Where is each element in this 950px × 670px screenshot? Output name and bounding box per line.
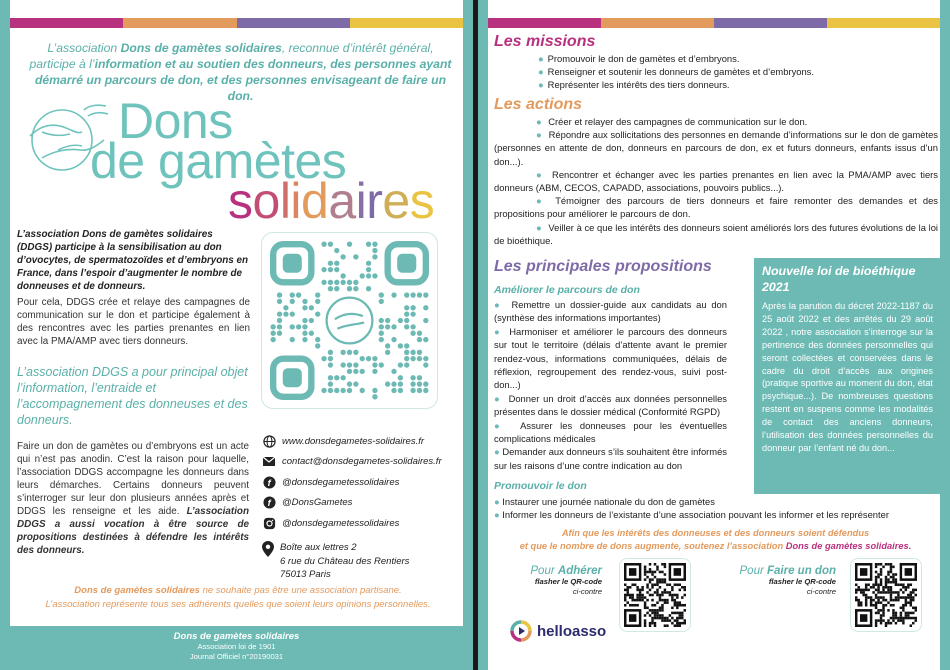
appeal-line-2: et que le nombre de dons augmente, soutenez l’association bbox=[519, 541, 786, 552]
instagram-handle[interactable]: @donsdegametessolidaires bbox=[282, 517, 400, 529]
disclaimer-line-2: L’association représente tous ses adhérents quelles que soient leurs opinions personnelles. bbox=[45, 598, 431, 610]
contact-email[interactable] bbox=[262, 452, 467, 473]
action-text: Créer et relayer des campagnes de communication sur le don. bbox=[548, 116, 808, 127]
qr-code-join[interactable] bbox=[619, 558, 691, 632]
stripe-purple bbox=[237, 18, 350, 28]
donate-label: Faire un don bbox=[767, 565, 836, 577]
promote-text: Instaurer une journée nationale du don de gamètes bbox=[502, 496, 715, 507]
join-label: Adhérer bbox=[557, 565, 602, 577]
address-lines bbox=[280, 541, 409, 582]
join-flash-text: flasher le QR-code bbox=[534, 577, 602, 586]
footer bbox=[0, 626, 473, 670]
proposal-text: Demander aux donneurs s’ils souhaitent être informés sur les raisons d’une contre indication au don bbox=[494, 446, 727, 471]
email-link[interactable]: contact@donsdegametes-solidaires.fr bbox=[282, 456, 442, 468]
list-item: ● Veiller à ce que les intérêts des donneurs soient améliorés lors des futures évolutions de la loi de bioéthique. bbox=[494, 221, 938, 246]
color-stripe bbox=[10, 18, 463, 28]
stripe-yellow bbox=[827, 18, 940, 28]
proposal-text: Harmoniser et améliorer le parcours des donneurs sur tout le territoire (délais d’attente avant le premier rendez-vous, informations communiquées, délais de réflexion, regroupement des rendez-vous, suivi post-don...) bbox=[494, 325, 727, 391]
intro-info: information et au soutien des donneurs, des personnes ayant démarré un parcours de don, et des personnes envisageant de faire un don. bbox=[34, 57, 452, 103]
left-page bbox=[0, 0, 473, 670]
logo-letter: o bbox=[252, 173, 280, 229]
logo-letter: i bbox=[290, 173, 302, 229]
instagram-icon bbox=[262, 516, 276, 530]
facebook-icon bbox=[262, 475, 276, 489]
email-icon bbox=[262, 455, 276, 469]
helloasso-logo bbox=[510, 620, 606, 642]
promote-heading: Promouvoir le don bbox=[494, 480, 587, 492]
appeal-line-1: Afin que les intérêts des donneuses et des donneurs soient défendus bbox=[561, 528, 870, 538]
disclaimer bbox=[18, 584, 458, 611]
disclaimer-name: Dons de gamètes solidaires bbox=[74, 585, 200, 596]
postal-address bbox=[262, 541, 462, 582]
list-item: ● Rencontrer et échanger avec les parties prenantes en lien avec la PMA/AMP avec tiers donneurs (ABM, CECOS, CAPADD, associations, pouvoirs publics...). bbox=[494, 168, 938, 194]
missions-heading: Les missions bbox=[494, 33, 596, 50]
left-side-band bbox=[0, 0, 10, 670]
stripe-magenta bbox=[10, 18, 123, 28]
proposal-text: Donner un droit d’accès aux données personnelles présentes dans le dossier médical (Conformité RGPD) bbox=[494, 392, 727, 418]
action-text: Répondre aux sollicitations des personnes en demande d’informations sur le don de gamètes (personnes en attente de don, donneurs en parcours de don, ex et futurs donneurs, enfants issus d’un don...). bbox=[494, 129, 938, 167]
intro-mid: , reconnue d’intérêt général, participe à l’ bbox=[29, 41, 434, 71]
mission-paragraph: Pour cela, DDGS crée et relaye des campagnes de communication sur le don et participe également à des rencontres avec les parties prenantes en lien avec la PMA/AMP avec tiers donneurs. bbox=[17, 297, 250, 347]
donate-prefix: Pour bbox=[739, 565, 767, 577]
disclaimer-line-1: ne souhaite pas être une association partisane. bbox=[199, 585, 402, 596]
join-prefix: Pour bbox=[530, 565, 558, 577]
contact-website[interactable] bbox=[262, 431, 467, 452]
address-line: Boîte aux lettres 2 bbox=[280, 542, 357, 553]
objective-heading: L’association DDGS a pour principal objet l’information, l’entraide et l’accompagnement des donneuses et des donneurs. bbox=[17, 365, 248, 427]
qr-code-icon bbox=[855, 563, 917, 627]
donate-cta bbox=[726, 565, 836, 597]
intro-text bbox=[28, 40, 453, 104]
donate-flash-text: flasher le QR-code bbox=[768, 577, 836, 586]
facebook-handle-1[interactable]: @donsdegametessolidaires bbox=[282, 476, 400, 488]
color-stripe bbox=[488, 18, 940, 28]
contact-facebook-2[interactable] bbox=[262, 493, 467, 514]
stripe-orange bbox=[123, 18, 236, 28]
facebook-icon bbox=[262, 496, 276, 510]
action-text: Rencontrer et échanger avec les parties prenantes en lien avec la PMA/AMP avec tiers donneurs (ABM, CECOS, CAPADD, associations, pouvoirs publics...). bbox=[494, 168, 938, 194]
support-appeal bbox=[488, 527, 943, 554]
location-pin-icon bbox=[262, 541, 274, 582]
stripe-orange bbox=[601, 18, 714, 28]
support-bold-text: L’association DDGS a aussi vocation à être source de propositions destinées à défendre les intérêts des donneurs. bbox=[17, 506, 249, 556]
logo-letter: d bbox=[301, 173, 329, 229]
list-item: ● Demander aux donneurs s’ils souhaitent être informés sur les raisons d’une contre indication au don bbox=[494, 446, 727, 471]
qr-code-donate[interactable] bbox=[850, 558, 922, 632]
right-side-band bbox=[940, 0, 950, 670]
list-item: ● Harmoniser et améliorer le parcours des donneurs sur tout le territoire (délais d’attente avant le premier rendez-vous, informations communiquées, délais de réflexion, regroupement des rendez-vous, suivi post-don...) bbox=[494, 325, 727, 391]
qr-code-icon bbox=[624, 563, 686, 627]
list-item: ● Informer les donneurs de l’existante d’une association pouvant les informer et les représenter bbox=[494, 509, 889, 521]
svg-text:f: f bbox=[267, 498, 271, 509]
logo-letter: s bbox=[409, 173, 435, 229]
logo-word-dons: Dons bbox=[118, 93, 233, 149]
list-item: ● Donner un droit d’accès aux données personnelles présentes dans le dossier médical (Conformité RGPD) bbox=[494, 392, 727, 418]
stripe-magenta bbox=[488, 18, 601, 28]
logo-word-gametes: de gamètes bbox=[90, 133, 347, 189]
contact-list bbox=[262, 431, 467, 534]
list-item: ● Créer et relayer des campagnes de communication sur le don. bbox=[536, 116, 808, 127]
left-side-band-right bbox=[463, 0, 473, 670]
promote-list bbox=[494, 495, 944, 522]
mission-text: Renseigner et soutenir les donneurs de gamètes et d’embryons. bbox=[547, 66, 814, 78]
appeal-name: Dons de gamètes solidaires. bbox=[785, 541, 912, 552]
right-page bbox=[478, 0, 950, 670]
action-text: Témoigner des parcours de tiers donneurs et faire remonter des demandes et des propositions pour améliorer le parcours de don. bbox=[494, 195, 938, 220]
improve-list bbox=[494, 298, 727, 472]
actions-heading: Les actions bbox=[494, 96, 583, 113]
footer-law: Association loi de 1901 bbox=[197, 642, 276, 651]
new-law-title: Nouvelle loi de bioéthique 2021 bbox=[762, 264, 916, 294]
list-item: ● Renseigner et soutenir les donneurs de gamètes et d’embryons. bbox=[538, 66, 814, 78]
list-item: ● Répondre aux sollicitations des personnes en demande d’informations sur le don de gamètes (personnes en attente de don, donneurs en parcours de don, ex et futurs donneurs, enfants issus d’un don...). bbox=[494, 129, 938, 167]
globe-icon bbox=[262, 434, 276, 448]
action-text: Veiller à ce que les intérêts des donneurs soient améliorés lors des futures évolutions de la loi de bioéthique. bbox=[494, 221, 938, 246]
contact-instagram[interactable] bbox=[262, 513, 467, 534]
list-item: ● Remettre un dossier-guide aux candidats au don (synthèse des informations importantes) bbox=[494, 299, 727, 324]
actions-list bbox=[494, 115, 938, 247]
list-item: ● Représenter les intérêts des tiers donneurs. bbox=[538, 79, 730, 91]
intro-name: Dons de gamètes solidaires bbox=[120, 41, 282, 55]
list-item: ● Assurer les donneuses pour les éventuelles complications médicales bbox=[494, 419, 727, 445]
logo-letter: i bbox=[355, 173, 367, 229]
donate-opposite-text: ci-contre bbox=[806, 587, 836, 596]
footer-journal: Journal Officiel n°20190031 bbox=[189, 652, 284, 661]
intro-prefix: L’association bbox=[47, 41, 121, 55]
support-text: Faire un don de gamètes ou d’embryons est un acte qui n’est pas anodin. C’est la raison pour laquelle, l’association DDGS accompagne les donneurs dans leurs démarches. Certains donneurs peuvent s’interroger sur leur don plusieurs années après et DDGS les renseigne et les aide. bbox=[17, 441, 249, 517]
website-link[interactable]: www.donsdegametes-solidaires.fr bbox=[282, 435, 425, 447]
join-opposite-text: ci-contre bbox=[572, 587, 602, 596]
mission-text: Représenter les intérêts des tiers donneurs. bbox=[547, 79, 730, 91]
logo-letter: r bbox=[366, 173, 383, 229]
proposal-text: Remettre un dossier-guide aux candidats au don (synthèse des informations importantes) bbox=[494, 299, 727, 324]
helloasso-label: helloasso bbox=[537, 622, 607, 640]
logo-letter: l bbox=[279, 173, 291, 229]
stripe-yellow bbox=[350, 18, 463, 28]
logo-letter: s bbox=[228, 173, 253, 229]
qr-code-icon bbox=[270, 241, 429, 400]
join-cta bbox=[506, 565, 602, 597]
qr-code-website[interactable] bbox=[261, 232, 438, 409]
mission-bold-paragraph: L’association Dons de gamètes solidaires (DDGS) participe à la sensibilisation au don d’ovocytes, de spermatozoïdes et d’embryons en France, dans l’espoir d’augmenter le nombre de donneuses et de donneurs. bbox=[17, 229, 249, 292]
facebook-handle-2[interactable]: @DonsGametes bbox=[282, 497, 353, 509]
svg-text:f: f bbox=[267, 477, 271, 488]
stripe-purple bbox=[714, 18, 827, 28]
list-item: ● Témoigner des parcours de tiers donneurs et faire remonter des demandes et des propositions pour améliorer le parcours de don. bbox=[494, 195, 938, 220]
mission-text: Promouvoir le don de gamètes et d’embryons. bbox=[547, 53, 740, 64]
logo-letter: e bbox=[382, 173, 410, 229]
right-side-band-left bbox=[478, 0, 488, 670]
list-item: ● Instaurer une journée nationale du don de gamètes bbox=[494, 496, 715, 507]
proposal-text: Assurer les donneuses pour les éventuelles complications médicales bbox=[494, 419, 727, 445]
contact-facebook-1[interactable] bbox=[262, 472, 467, 493]
support-paragraph bbox=[17, 440, 249, 557]
address-line: 75013 Paris bbox=[280, 569, 331, 580]
proposals-heading: Les principales propositions bbox=[494, 258, 712, 275]
promote-text: Informer les donneurs de l’existante d’une association pouvant les informer et les représenter bbox=[502, 509, 889, 521]
missions-list bbox=[538, 52, 938, 92]
logo-word-solidaires bbox=[228, 174, 434, 228]
logo-letter: a bbox=[328, 173, 356, 229]
list-item: ● Promouvoir le don de gamètes et d’embryons. bbox=[538, 53, 740, 64]
new-law-box bbox=[754, 258, 941, 494]
address-line: 6 rue du Château des Rentiers bbox=[280, 555, 410, 567]
helloasso-icon bbox=[510, 620, 532, 642]
new-law-body: Après la parution du décret 2022-1187 du 25 août 2022 et des arrêtés du 29 août 2022 , notre association s’interroge sur la pertinence des données personnelles qui seront collectées et conservées dans le cadre du droit d’accès aux origines (pratique sportive au moment du don, état psychique...). De nombreuses questions restent en suspens comme les modalités de contact des anciens donneurs, l’utilisation des données personnelles du donneur par l’enfant né du don... bbox=[762, 301, 933, 453]
footer-name: Dons de gamètes solidaires bbox=[173, 631, 300, 642]
improve-heading: Améliorer le parcours de don bbox=[494, 284, 640, 296]
